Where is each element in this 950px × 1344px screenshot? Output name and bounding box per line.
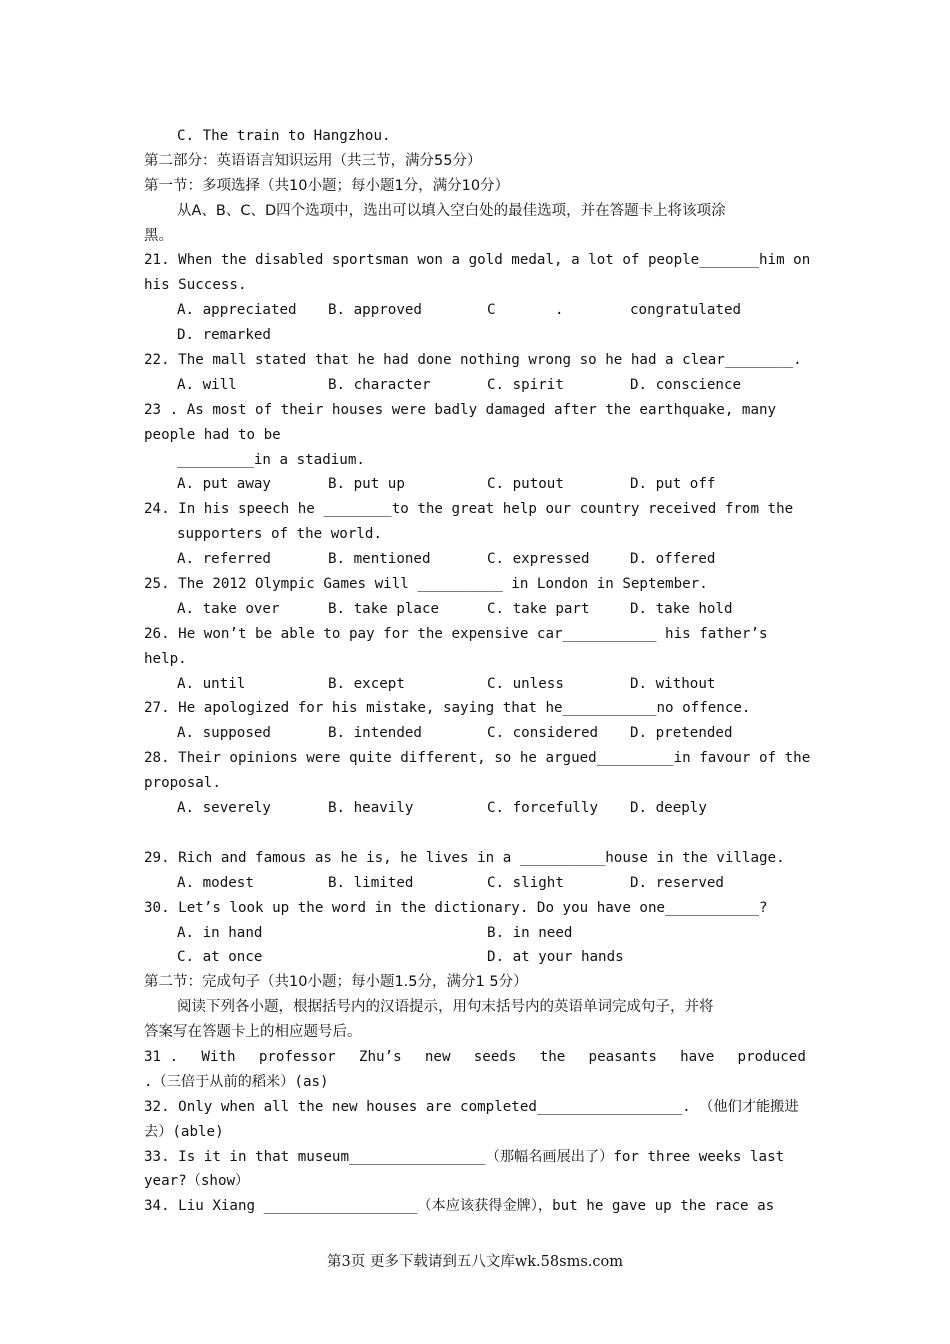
- option-a: A. severely: [177, 800, 271, 817]
- word: 31 .: [144, 1048, 179, 1065]
- word: With: [201, 1048, 236, 1065]
- subsection-heading: 第二节：完成句子（共10小题；每小题1.5分，满分1 5分）: [144, 974, 528, 991]
- word: seeds: [473, 1048, 517, 1065]
- option-c: C. at once: [177, 949, 263, 966]
- word: Zhu’s: [358, 1048, 402, 1065]
- option-b: B. intended: [328, 725, 422, 742]
- spacer: [144, 821, 806, 846]
- question-30-options-row2: [144, 945, 806, 970]
- option-d: D. take hold: [630, 600, 733, 617]
- text-line: C. The train to Hangzhou.: [177, 128, 391, 144]
- option-b: B. in need: [487, 924, 573, 941]
- instruction-text: 答案写在答题卡上的相应题号后。: [144, 1024, 362, 1041]
- word: professor: [258, 1048, 336, 1065]
- option-b: B. put up: [328, 476, 405, 493]
- option-d: D. deeply: [630, 800, 707, 817]
- word: new: [424, 1048, 451, 1065]
- instruction-text: 黑。: [144, 227, 173, 244]
- word: peasants: [588, 1048, 657, 1065]
- question-28: 28. Their opinions were quite different, so he argued_________in favour of the: [144, 750, 811, 767]
- word: have: [680, 1048, 715, 1065]
- document-body: [144, 124, 811, 1219]
- question-33: 33. Is it in that museum________________（那幅名画展出了）for three weeks last: [144, 1148, 785, 1165]
- option-c: C. take part: [487, 600, 590, 617]
- instruction-text: 从A、B、C、D四个选项中，选出可以填入空白处的最佳选项，并在答题卡上将该项涂: [177, 202, 726, 219]
- option-c: C. expressed: [487, 551, 590, 568]
- option-b: B. take place: [328, 600, 440, 617]
- option-c: C. considered: [487, 725, 599, 742]
- option-c: C. unless: [487, 675, 564, 692]
- question-33-cont: year?（show）: [144, 1173, 250, 1190]
- option-b: B. character: [328, 376, 431, 393]
- option-d: D. offered: [630, 551, 716, 568]
- question-30-options-row1: [144, 921, 806, 946]
- option-a: A. take over: [177, 600, 280, 617]
- question-23-options: [144, 472, 806, 497]
- option-d: D. pretended: [630, 725, 733, 742]
- question-30: 30. Let’s look up the word in the dictionary. Do you have one___________?: [144, 899, 768, 916]
- question-26-cont: help.: [144, 650, 187, 667]
- option-c: C. putout: [487, 476, 564, 493]
- question-28-cont: proposal.: [144, 775, 221, 792]
- option-a: A. modest: [177, 874, 254, 891]
- option-a: A. put away: [177, 476, 271, 493]
- option-c-text: congratulated: [630, 302, 742, 319]
- question-29: 29. Rich and famous as he is, he lives in a __________house in the village.: [144, 849, 785, 866]
- question-25-options: [144, 597, 806, 622]
- option-b: B. except: [328, 675, 405, 692]
- option-a: A. in hand: [177, 924, 263, 941]
- question-27: 27. He apologized for his mistake, saying that he___________no offence.: [144, 700, 751, 717]
- option-b: B. limited: [328, 874, 414, 891]
- question-21-cont: his Success.: [144, 277, 247, 294]
- option-b: B. heavily: [328, 800, 414, 817]
- question-24-cont: supporters of the world.: [177, 526, 382, 543]
- question-26-options: [144, 672, 806, 697]
- question-24: 24. In his speech he ________to the great help our country received from the: [144, 501, 794, 518]
- word: the: [539, 1048, 566, 1065]
- question-31: [144, 1045, 806, 1070]
- option-d: D. reserved: [630, 874, 724, 891]
- subsection-heading: 第一节：多项选择（共10小题；每小题1分，满分10分）: [144, 177, 510, 194]
- question-23-cont: people had to be: [144, 426, 281, 443]
- question-21: 21. When the disabled sportsman won a gold medal, a lot of people_______him on: [144, 252, 811, 269]
- option-c-dot: .: [555, 302, 564, 319]
- question-24-options: [144, 547, 806, 572]
- option-d: D. without: [630, 675, 716, 692]
- option-d: D. put off: [630, 476, 716, 493]
- question-22: 22. The mall stated that he had done nothing wrong so he had a clear________.: [144, 352, 802, 369]
- option-a: A. referred: [177, 551, 271, 568]
- section-heading: 第二部分：英语语言知识运用（共三节，满分55分）: [144, 152, 482, 169]
- option-d: D. remarked: [177, 327, 271, 344]
- option-d: D. at your hands: [487, 949, 624, 966]
- option-a: A. appreciated: [177, 302, 297, 319]
- option-b: B. approved: [328, 302, 422, 319]
- question-32: 32. Only when all the new houses are completed_________________. （他们才能搬进: [144, 1098, 799, 1115]
- question-23-cont: _________in a stadium.: [177, 451, 365, 468]
- question-27-options: [144, 721, 806, 746]
- question-23: 23 . As most of their houses were badly damaged after the earthquake, many: [144, 401, 777, 418]
- question-34: 34. Liu Xiang __________________（本应该获得金牌），but he gave up the race as: [144, 1198, 775, 1215]
- option-c: C. forcefully: [487, 800, 599, 817]
- question-28-options: [144, 796, 806, 821]
- page-footer: 第3页 更多下载请到五八文库wk.58sms.com: [327, 1254, 623, 1270]
- option-a: A. will: [177, 376, 237, 393]
- question-21-options: [144, 298, 806, 323]
- question-22-options: [144, 373, 806, 398]
- option-d: D. conscience: [630, 376, 742, 393]
- option-b: B. mentioned: [328, 551, 431, 568]
- question-31-cont: .（三倍于从前的稻米）(as): [144, 1073, 329, 1090]
- question-26: 26. He won’t be able to pay for the expensive car___________ his father’s: [144, 625, 768, 642]
- instruction-text: 阅读下列各小题，根据括号内的汉语提示，用句末括号内的英语单词完成句子，并将: [177, 999, 714, 1016]
- option-c-letter: C: [487, 302, 496, 319]
- option-c: C. slight: [487, 874, 564, 891]
- question-25: 25. The 2012 Olympic Games will __________ in London in September.: [144, 576, 708, 593]
- question-29-options: [144, 871, 806, 896]
- option-a: A. until: [177, 675, 246, 692]
- word: produced: [737, 1048, 806, 1065]
- question-32-cont: 去）(able): [144, 1123, 224, 1140]
- option-c: C. spirit: [487, 376, 564, 393]
- option-a: A. supposed: [177, 725, 271, 742]
